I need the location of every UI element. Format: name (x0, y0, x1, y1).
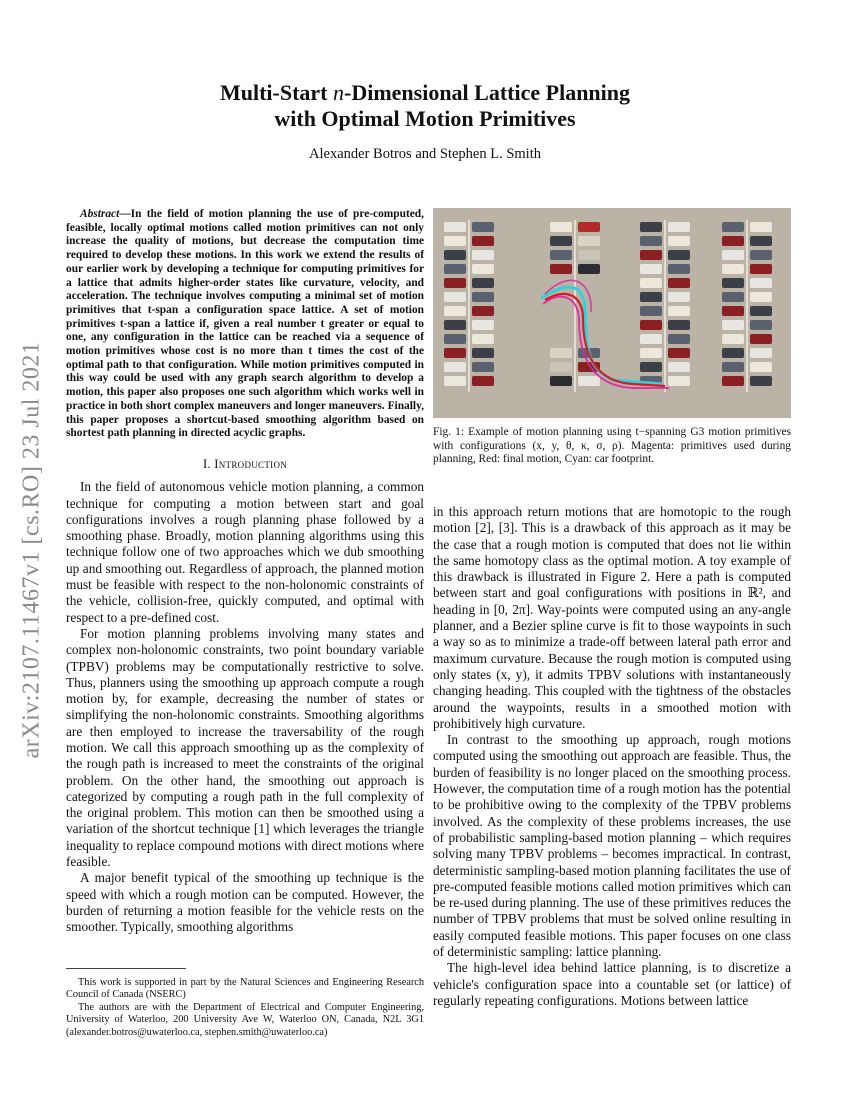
parked-car (668, 250, 690, 260)
parked-car (444, 222, 466, 232)
parked-car (640, 222, 662, 232)
parked-car (750, 250, 772, 260)
parked-car (472, 250, 494, 260)
parked-car (750, 320, 772, 330)
parked-car (444, 250, 466, 260)
parked-car (578, 236, 600, 246)
footnote-rule (66, 968, 186, 969)
parked-car (668, 348, 690, 358)
figure-1-parking-lot (433, 208, 791, 418)
paper-title (150, 80, 700, 132)
parked-car (578, 376, 600, 386)
footnotes (66, 968, 424, 1039)
parked-car (472, 334, 494, 344)
parked-car (472, 278, 494, 288)
parked-car (722, 264, 744, 274)
arxiv-stamp (12, 300, 52, 800)
title-italic-n: n (333, 80, 344, 105)
paragraph: The high-level idea behind lattice planning, is to discretize a vehicle's configuration space into a countable set (or lattice) of regularly repeating configurations. Motions between lattice (433, 960, 791, 1008)
parked-car (640, 348, 662, 358)
footnote: This work is supported in part by the Natural Sciences and Engineering Research Council of Canada (NSERC) (66, 977, 424, 1001)
parked-car (472, 264, 494, 274)
paragraph: In the field of autonomous vehicle motion planning, a common technique for computing a motion between start and goal configurations involves a rough planning phase followed by a smoothing phase. Broadly, motion planning algorithms using this technique follow one of two approaches which we dub smoothing up and smoothing out. Regardless of approach, the planned motion must be feasible with respect to the non-holonomic constraints of the vehicle, collision-free, quickly computed, and optimal with respect to a pre-defined cost. (66, 479, 424, 625)
parked-car (640, 250, 662, 260)
parked-car (668, 264, 690, 274)
parked-car (550, 348, 572, 358)
parked-car (472, 362, 494, 372)
parked-car (750, 362, 772, 372)
parked-car (640, 292, 662, 302)
parked-car (750, 348, 772, 358)
parked-car (578, 264, 600, 274)
parked-car (722, 278, 744, 288)
parked-car (668, 292, 690, 302)
parked-car (444, 334, 466, 344)
parked-car (750, 376, 772, 386)
parked-car (750, 222, 772, 232)
parked-car (668, 376, 690, 386)
parked-car (578, 250, 600, 260)
parked-car (722, 362, 744, 372)
parked-car (444, 320, 466, 330)
parked-car (640, 278, 662, 288)
parked-car (640, 264, 662, 274)
parked-car (668, 306, 690, 316)
parked-car (550, 362, 572, 372)
authors: Alexander Botros and Stephen L. Smith (309, 146, 541, 162)
parked-car (472, 236, 494, 246)
parked-car (640, 362, 662, 372)
parked-car (722, 334, 744, 344)
parked-car (550, 376, 572, 386)
right-column (433, 504, 791, 1009)
parked-car (750, 292, 772, 302)
parked-car (472, 306, 494, 316)
parked-car (668, 362, 690, 372)
parked-car (722, 376, 744, 386)
abstract-text: —In the field of motion planning the use of pre-computed, feasible, locally optimal motions called motion primitives can not only increase the quality of motions, but decrease the computation time required to develop these motions. In this work we extend the results of our earlier work by developing a technique for computing primitives for a lattice that admits higher-order states like curvature, velocity, and acceleration. The technique involves computing a minimal set of motion primitives that t-span a configuration space lattice. A set of motion primitives t-span a lattice if, given a real number t greater or equal to one, any configuration in the lattice can be reached via a sequence of motion primitives whose cost is no more than t times the cost of the optimal path to that configuration. While motion primitives computed in this way could be used with any graph search algorithm to develop a motion, this paper also proposes one such algorithm which works well in practice in both short complex maneuvers and longer maneuvers. Finally, this paper proposes a shortcut-based smoothing algorithm based on shortest path planning in directed acyclic graphs. (66, 208, 424, 440)
footnote: The authors are with the Department of Electrical and Computer Engineering, University of Waterloo, 200 University Ave W, Waterloo ON, Canada, N2L 3G1 (alexander.botros@uwaterloo.ca, stephen.smith@uwaterloo.ca) (66, 1001, 424, 1038)
section-title: Introduction (214, 456, 288, 471)
arxiv-stamp-text: arXiv:2107.11467v1 [cs.RO] 23 Jul 2021 (18, 341, 45, 759)
parked-car (472, 376, 494, 386)
parked-car (472, 320, 494, 330)
parked-car (640, 320, 662, 330)
parked-car (444, 376, 466, 386)
left-column (66, 208, 424, 936)
parked-car (640, 334, 662, 344)
parked-car (722, 250, 744, 260)
paragraph: A major benefit typical of the smoothing up technique is the speed with which a rough motion can be computed. However, the burden of returning a motion feasible for the vehicle rests on the smoother. Typically, smoothing algorithms (66, 870, 424, 935)
parked-car (668, 320, 690, 330)
parked-car (444, 264, 466, 274)
title-part: -Dimensional Lattice Planning (344, 80, 631, 105)
parked-car (668, 236, 690, 246)
parked-car (444, 278, 466, 288)
parked-car (640, 306, 662, 316)
paragraph: in this approach return motions that are homotopic to the rough motion [2], [3]. This is a drawback of this approach as it may be the case that a rough motion is computed that does not lie within the same homotopy class as the optimal motion. A toy example of this drawback is illustrated in Figure 2. Here a path is computed between start and goal configurations with positions in ℝ², and heading in [0, 2π]. Way-points were computed using an any-angle planner, and a Bezier spline curve is fit to those waypoints in such a way so as to minimize a trade-off between lateral path error and maximum curvature. Because the rough motion is computed using only states (x, y), it admits TPBV solutions with instantaneously changing heading. This coupled with the tightness of the obstacles around the waypoints, results in a smoothed motion with prohibitively high curvature. (433, 504, 791, 731)
title-line-2: with Optimal Motion Primitives (274, 106, 576, 131)
parked-car (578, 222, 600, 232)
figure-caption: Fig. 1: Example of motion planning using t−spanning G3 motion primitives with configurations (x, y, θ, κ, σ, ρ). Magenta: primitives used during planning, Red: final motion, Cyan: car footprint. (433, 426, 791, 466)
parked-car (444, 306, 466, 316)
parked-car (444, 292, 466, 302)
parked-car (750, 306, 772, 316)
paragraph: For motion planning problems involving many states and complex non-holonomic constraints, two point boundary variable (TPBV) problems may be computationally restrictive to solve. Thus, planners using the smoothing up approach compute a rough motion by, for example, decreasing the number of states or simplifying the non-holonomic constraints. Smoothing algorithms are then employed to increase the traversability of the rough motion. We call this approach smoothing up as the complexity of the rough path is increased to meet the constraints of the original problem. On the other hand, the smoothing out approach is categorized by computing a rough path in the full complexity of the original problem. This motion can then be smoothed using a variation of the shortcut technique [1] which leverages the triangle inequality to replace compound motions with direct motions where feasible. (66, 625, 424, 870)
parked-car (550, 250, 572, 260)
parked-car (750, 264, 772, 274)
title-part: Multi-Start (219, 80, 333, 105)
section-number: I. (202, 456, 215, 471)
parked-car (722, 236, 744, 246)
parked-car (472, 292, 494, 302)
parked-car (472, 222, 494, 232)
parked-car (750, 278, 772, 288)
parked-car (550, 222, 572, 232)
parked-car (722, 348, 744, 358)
parked-car (668, 278, 690, 288)
parked-car (750, 236, 772, 246)
parked-car (750, 334, 772, 344)
parked-car (668, 222, 690, 232)
parked-car (444, 362, 466, 372)
paragraph: In contrast to the smoothing up approach, rough motions computed using the smoothing out approach are feasible. Thus, the burden of feasibility is no longer placed on the smoothing process. However, the computation time of a rough motion has the potential to be prohibitive owing to the complexity of the TPBV problems involved. As the complexity of these problems increases, the use of probabilistic sampling-based motion planning – which requires solving many TPBV problems – becomes impractical. In contrast, deterministic sampling-based motion planning facilitates the use of pre-computed feasible motions called motion primitives which can be re-used during planning. The use of these primitives reduces the number of TPBV problems that must be solved online resulting in easily computed feasible motions. This paper focuses on one class of deterministic sampling: lattice planning. (433, 732, 791, 960)
parked-car (722, 292, 744, 302)
parked-car (550, 264, 572, 274)
parked-car (722, 222, 744, 232)
parked-car (444, 348, 466, 358)
parked-car (722, 306, 744, 316)
parked-car (550, 236, 572, 246)
abstract (66, 208, 424, 441)
parked-car (640, 236, 662, 246)
parking-lot-illustration (433, 208, 791, 418)
abstract-label: Abstract (80, 208, 120, 220)
parked-car (444, 236, 466, 246)
parked-car (472, 348, 494, 358)
parked-car (722, 320, 744, 330)
parked-car (668, 334, 690, 344)
section-heading (66, 456, 424, 472)
